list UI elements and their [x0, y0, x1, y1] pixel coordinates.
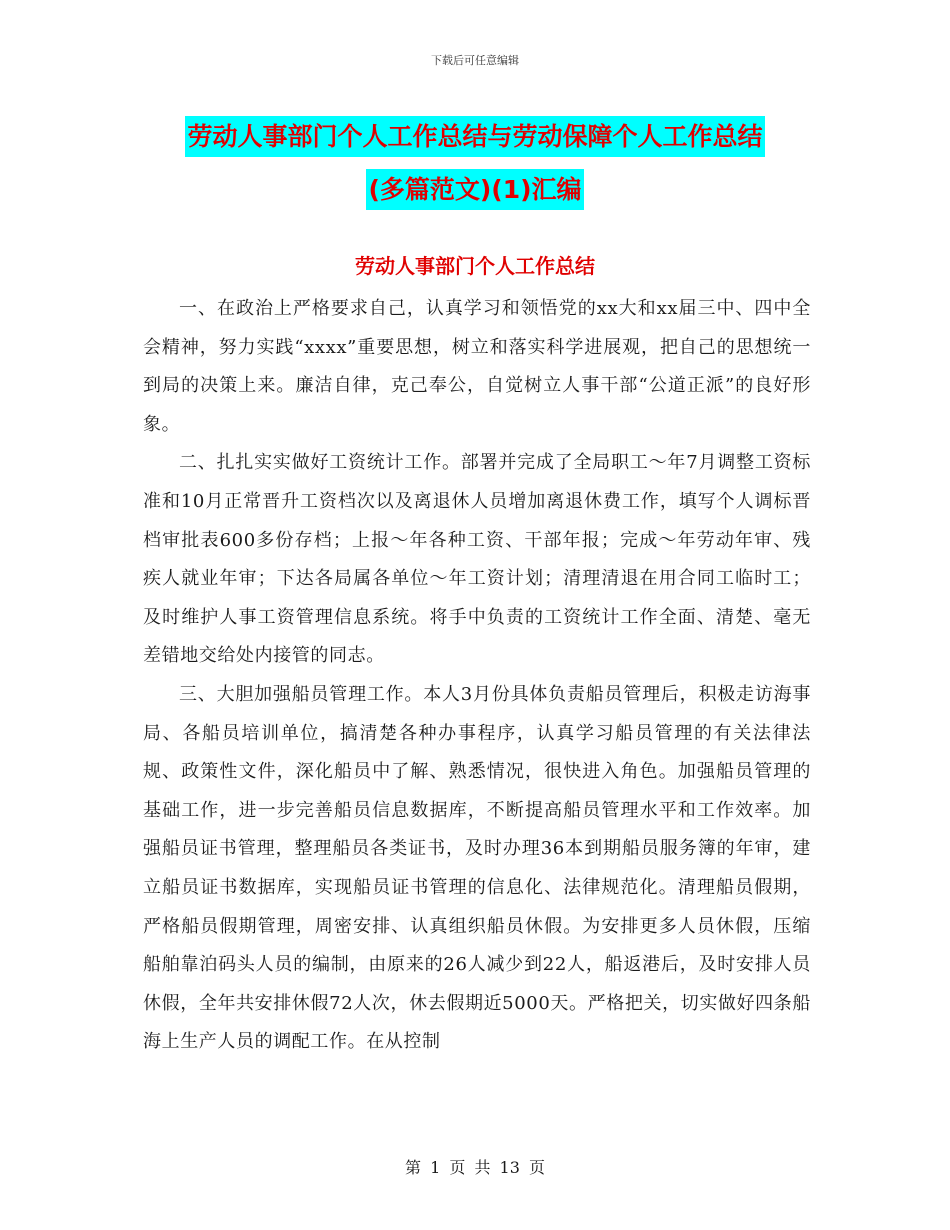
document-title	[0, 110, 950, 216]
header-note: 下载后可任意编辑	[431, 54, 519, 67]
paragraph-3: 三、大胆加强船员管理工作。本人3月份具体负责船员管理后，积极走访海事局、各船员培训单位，搞清楚各种办事程序，认真学习船员管理的有关法律法规、政策性文件，深化船员中了解、熟悉情况，很快进入角色。加强船员管理的基础工作，进一步完善船员信息数据库，不断提高船员管理水平和工作效率。加强船员证书管理，整理船员各类证书，及时办理36本到期船员服务簿的年审，建立船员证书数据库，实现船员证书管理的信息化、法律规范化。清理船员假期，严格船员假期管理，周密安排、认真组织船员休假。为安排更多人员休假，压缩船舶靠泊码头人员的编制，由原来的26人减少到22人，船返港后，及时安排人员休假，全年共安排休假72人次，休去假期近5000天。严格把关，切实做好四条船海上生产人员的调配工作。在从控制	[143, 683, 811, 1053]
section-title: 劳动人事部门个人工作总结	[355, 254, 595, 278]
paragraph-2: 二、扎扎实实做好工资统计工作。部署并完成了全局职工～年7月调整工资标准和10月正常晋升工资档次以及离退休人员增加离退休费工作，填写个人调标晋档审批表600多份存档；上报～年各种工资、干部年报；完成～年劳动年审、残疾人就业年审；下达各局属各单位～年工资计划；清理清退在用合同工临时工；及时维护人事工资管理信息系统。将手中负责的工资统计工作全面、清楚、毫无差错地交给处内接管的同志。	[143, 452, 811, 667]
page-number: 第 1 页 共 13 页	[405, 1158, 545, 1177]
document-body	[143, 290, 811, 1062]
paragraph-1: 一、在政治上严格要求自己，认真学习和领悟党的xx大和xx届三中、四中全会精神，努力实践“xxxx”重要思想，树立和落实科学进展观，把自己的思想统一到局的决策上来。廉洁自律，克己奉公，自觉树立人事干部“公道正派”的良好形象。	[143, 298, 811, 435]
document-title-line-1: 劳动人事部门个人工作总结与劳动保障个人工作总结	[185, 116, 764, 157]
document-title-line-2: (多篇范文)(1)汇编	[366, 169, 583, 210]
